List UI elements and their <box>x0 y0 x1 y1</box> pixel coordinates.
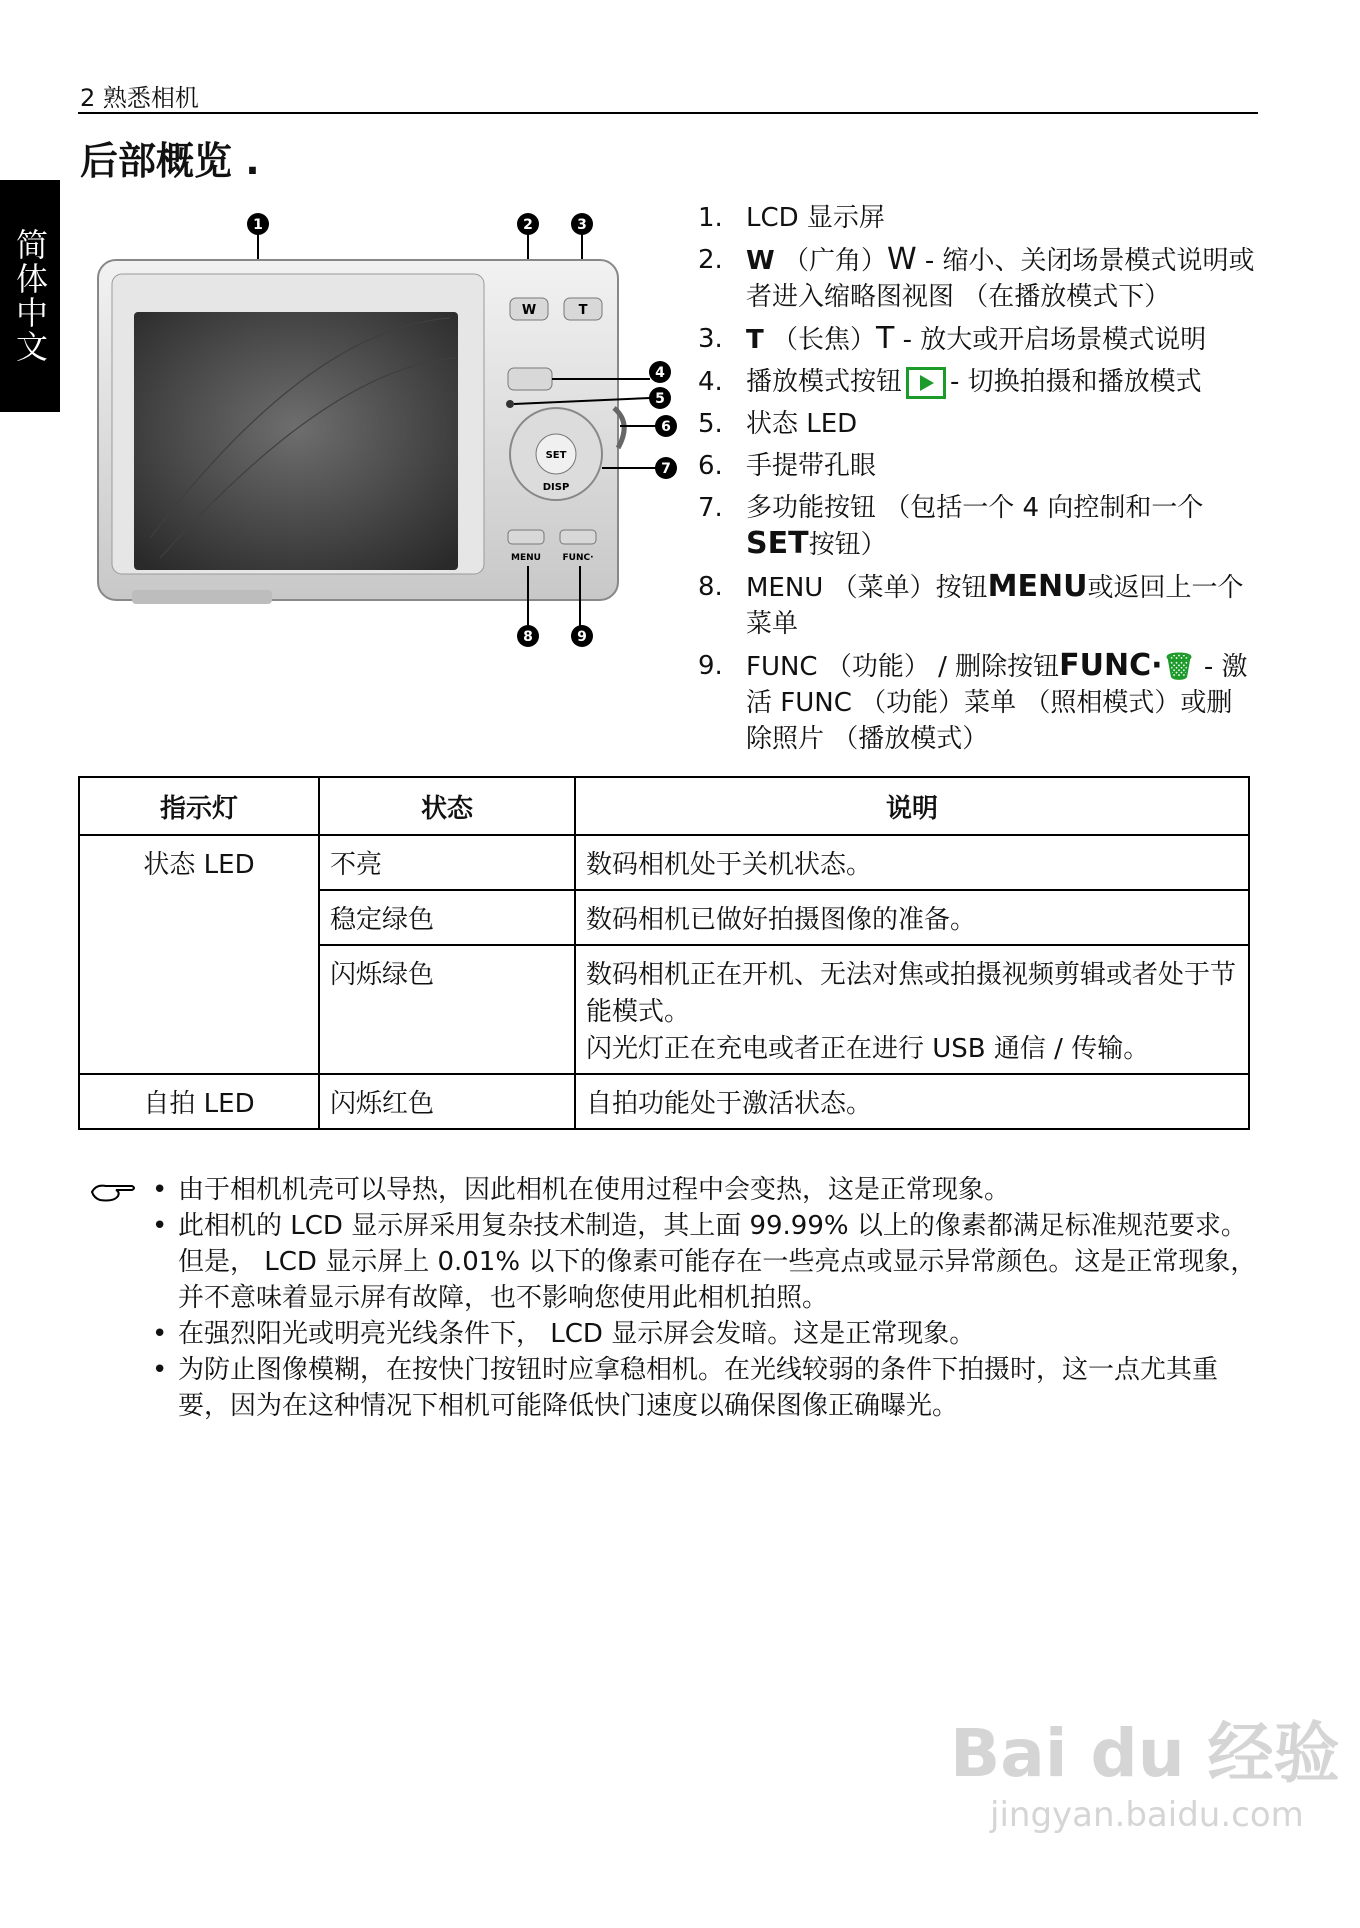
callout-5: 5 <box>655 391 665 407</box>
table-cell-status: 不亮 <box>319 835 575 890</box>
note-item: • 为防止图像模糊，在按快门按钮时应拿稳相机。在光线较弱的条件下拍摄时，这一点尤其重要，因为在这种情况下相机可能降低快门速度以确保图像正确曝光。 <box>152 1355 1219 1421</box>
camera-menu-label: MENU <box>511 553 541 563</box>
table-row <box>79 835 1249 890</box>
menu-icon: MENU <box>987 569 1088 604</box>
list-item: 8. MENU （菜单）按钮MENU或返回上一个菜单 <box>698 569 1244 639</box>
note-item: • 此相机的 LCD 显示屏采用复杂技术制造，其上面 99.99% 以上的像素都满足标准规范要求。但是， LCD 显示屏上 0.01% 以下的像素可能存在一些亮点或显示异常颜色。这是正常现象，并不意味着显示屏有故障，也不影响您使用此相机拍照。 <box>152 1211 1257 1313</box>
callout-3: 3 <box>577 217 587 233</box>
set-icon: SET <box>746 526 809 561</box>
table-row <box>79 1074 1249 1129</box>
header-rule <box>78 112 1258 114</box>
note-item: • 在强烈阳光或明亮光线条件下， LCD 显示屏会发暗。这是正常现象。 <box>152 1319 976 1349</box>
baidu-watermark <box>950 1700 1340 1835</box>
list-item: 5. 状态 LED <box>698 409 858 439</box>
table-header: 状态 <box>319 777 575 835</box>
list-item: 2. W （广角）W - 缩小、关闭场景模式说明或者进入缩略图视图 （在播放模式下） <box>698 242 1255 312</box>
table-header: 指示灯 <box>79 777 319 835</box>
list-item: 6. 手提带孔眼 <box>698 451 877 481</box>
list-item: 7. 多功能按钮 （包括一个 4 向控制和一个 SET按钮） <box>698 493 1204 561</box>
camera-set-label: SET <box>545 450 567 461</box>
camera-func-label: FUNC· <box>562 553 594 563</box>
watermark-brand: Bai du 经验 <box>950 1715 1340 1792</box>
callout-2: 2 <box>523 217 533 233</box>
trash-icon: 🗑 <box>1162 652 1196 682</box>
camera-rear-illustration <box>90 208 680 648</box>
func-icon: FUNC· <box>1059 648 1163 683</box>
table-cell-desc: 数码相机正在开机、无法对焦或拍摄视频剪辑或者处于节能模式。 闪光灯正在充电或者正在进行 USB 通信 / 传输。 <box>575 945 1249 1074</box>
list-item: 4. 播放模式按钮 - 切换拍摄和播放模式 <box>698 367 1202 397</box>
callout-7: 7 <box>661 461 671 477</box>
section-title: 后部概览 . <box>80 139 260 183</box>
camera-disp-label: DISP <box>542 482 570 493</box>
callout-9: 9 <box>577 629 587 645</box>
table-cell-desc: 数码相机处于关机状态。 <box>575 835 1249 890</box>
notes-section <box>90 1172 1260 1424</box>
w-icon: W <box>886 242 917 277</box>
camera-t-label: T <box>578 303 588 318</box>
led-status-table <box>78 776 1250 1130</box>
note-item: • 由于相机机壳可以导热，因此相机在使用过程中会变热，这是正常现象。 <box>152 1175 1011 1205</box>
callout-6: 6 <box>661 419 671 435</box>
callout-8: 8 <box>523 629 533 645</box>
list-item: 3. T （长焦）T - 放大或开启场景模式说明 <box>698 321 1207 356</box>
list-item: 9. FUNC （功能） / 删除按钮FUNC·🗑 - 激活 FUNC （功能）菜单 （照相模式）或删除照片 （播放模式） <box>698 648 1248 754</box>
callout-1: 1 <box>253 217 263 233</box>
table-cell-indicator: 状态 LED <box>79 835 319 1074</box>
page-header: 2 熟悉相机 <box>80 84 199 112</box>
table-cell-status: 稳定绿色 <box>319 890 575 945</box>
playback-icon <box>906 367 946 399</box>
table-cell-desc: 数码相机已做好拍摄图像的准备。 <box>575 890 1249 945</box>
table-header-row <box>79 777 1249 835</box>
camera-w-label: W <box>521 303 537 318</box>
list-item: 1. LCD 显示屏 <box>698 203 885 233</box>
table-cell-status: 闪烁红色 <box>319 1074 575 1129</box>
language-tab: 简体中文 <box>0 180 60 412</box>
t-icon: T <box>876 321 895 356</box>
table-header: 说明 <box>575 777 1249 835</box>
table-cell-desc: 自拍功能处于激活状态。 <box>575 1074 1249 1129</box>
component-list <box>698 200 1258 763</box>
callout-4: 4 <box>655 365 665 381</box>
table-cell-indicator: 自拍 LED <box>79 1074 319 1129</box>
watermark-url: jingyan.baidu.com <box>990 1795 1304 1835</box>
table-cell-status: 闪烁绿色 <box>319 945 575 1074</box>
